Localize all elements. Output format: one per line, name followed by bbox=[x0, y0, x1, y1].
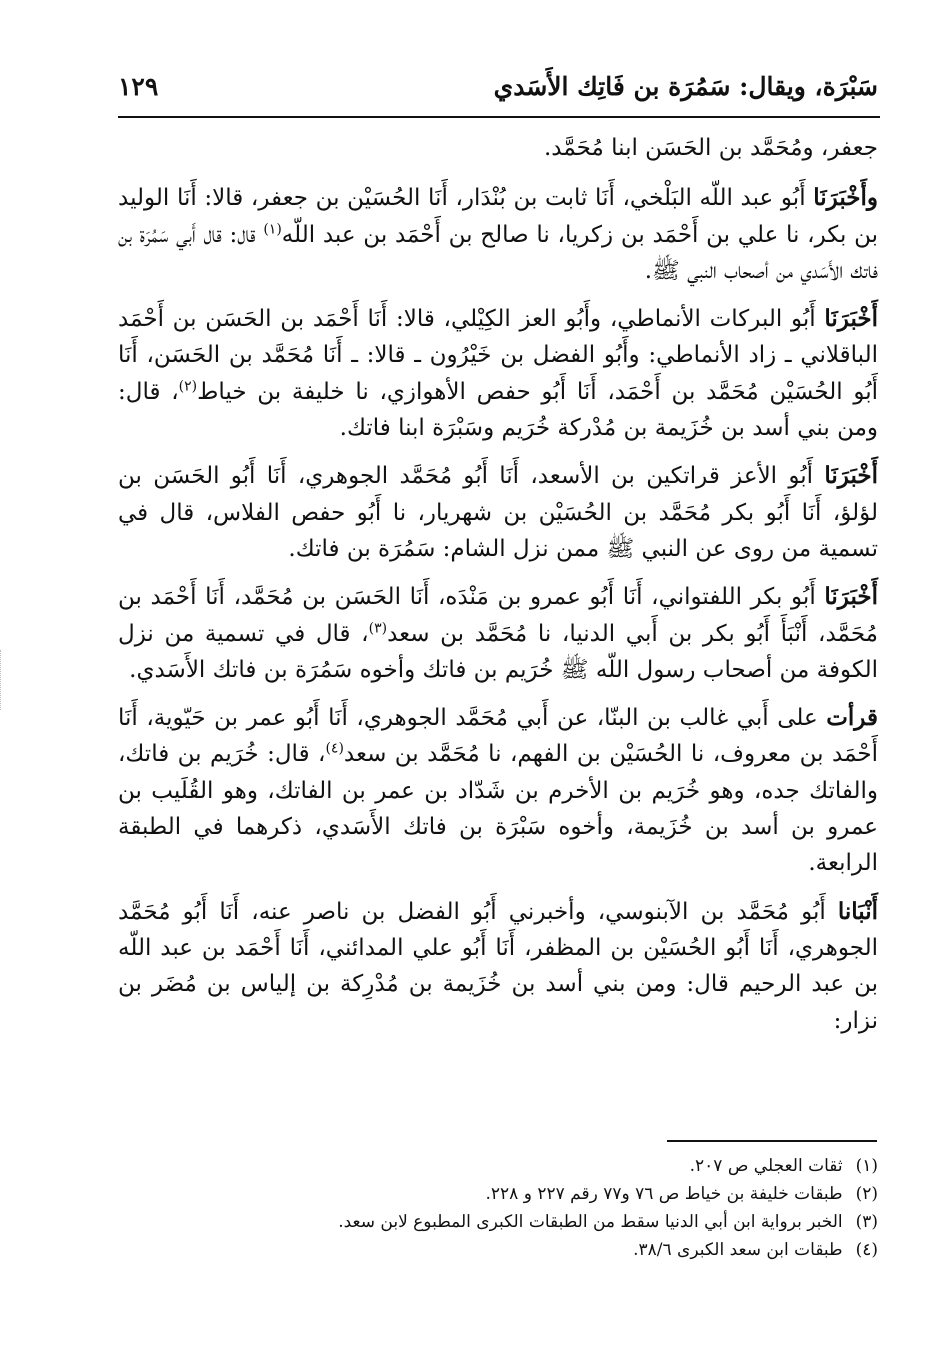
footnote-text: طبقات خليفة بن خياط ص ٧٦ و٧٧ رقم ٢٢٧ و ٢٢٨. bbox=[485, 1184, 843, 1204]
paragraph bbox=[118, 894, 878, 1039]
footnote-ref: (١) bbox=[263, 220, 282, 237]
footnote-text: ثقات العجلي ص ٢٠٧. bbox=[689, 1156, 843, 1176]
paragraph-text: على أَبي غالب بن البنّا، عن أَبي مُحَمَّد الجوهري، أَنَا أَبُو عمر بن حَيّوية، أَنَا أَحْمَد بن معروف، نا الحُسَيْن بن الفهم، نا مُحَمَّد بن سعد bbox=[118, 705, 878, 768]
header-title: سَبْرَة، ويقال: سَمُرَة بن فَاتِك الأَسَدي bbox=[493, 72, 878, 101]
margin-mark bbox=[0, 650, 41, 710]
footnote bbox=[118, 1180, 878, 1208]
paragraph-text: أَبُو الأعز قراتكين بن الأسعد، أَنَا أَبُو مُحَمَّد الجوهري، أَنَا أَبُو الحَسَن بن لؤلؤ، أَنَا أَبُو بكر مُحَمَّد بن الحُسَيْن بن شهريار، نا أَبُو حفص الفلاس، قال في تسمية من روى عن النبي ﷺ ممن نزل الشام: سَمُرَة بن فاتك. bbox=[118, 463, 878, 562]
paragraph-tail: ، قال: ومن بني أسد بن خُزَيمة بن مُدْركة خُرَيم وسَبْرَة ابنا فاتك. bbox=[118, 378, 878, 442]
paragraph bbox=[118, 579, 878, 688]
paragraph-tail: ، قال: خُرَيم بن فاتك، والفاتك جده، وهو خُرَيم بن الأخرم بن شَدّاد بن عمر بن الفاتك، وهو القُلَيب بن عمرو بن أسد بن خُزَيمة، وأخوه سَبْرَة بن فاتك الأَسَدي، ذكرهما في الطبقة الرابعة. bbox=[118, 741, 878, 877]
running-header bbox=[118, 72, 878, 112]
paragraph-lead: أَخْبَرَنَا bbox=[824, 583, 878, 611]
paragraph-text: أَبُو عبد اللّه البَلْخي، أَنَا ثابت بن بُنْدَار، أَنَا الحُسَيْن بن جعفر، قالا: أَنَا الوليد بن بكر، نا علي بن أَحْمَد بن زكريا، نا صالح بن أَحْمَد بن عبد اللّه bbox=[118, 185, 879, 248]
paragraph-lead: أَخْبَرَنَا bbox=[824, 305, 878, 333]
footnote-number: (١) bbox=[855, 1156, 878, 1176]
paragraph bbox=[118, 700, 878, 881]
paragraph-tail: ، قال في تسمية من نزل الكوفة من أصحاب رسول اللّه ﷺ خُرَيم بن فاتك وأخوه سَمُرَة بن فاتك الأَسَدي. bbox=[118, 620, 878, 683]
paragraph bbox=[118, 130, 878, 166]
header-divider bbox=[118, 116, 880, 118]
footnote bbox=[118, 1152, 878, 1180]
footnote-ref: (٢) bbox=[178, 378, 198, 395]
footnote bbox=[118, 1236, 878, 1264]
paragraph-text: أَبُو بكر اللفتواني، أَنَا أَبُو عمرو بن مَنْدَه، أَنَا الحَسَن بن مُحَمَّد، أَنَا أَحْمَد بن مُحَمَّد، أَنْبَأَ أَبُو بكر بن أَبي الدنيا، نا مُحَمَّد بن سعد bbox=[118, 584, 879, 647]
paragraph-text: جعفر، ومُحَمَّد بن الحَسَن ابنا مُحَمَّد. bbox=[543, 135, 878, 161]
footnote-ref: (٣) bbox=[368, 619, 388, 636]
paragraph-lead: أَنْبَانا bbox=[837, 897, 878, 925]
footnote bbox=[118, 1208, 878, 1236]
footnote-text: طبقات ابن سعد الكبرى ٣٨/٦. bbox=[633, 1240, 843, 1260]
footnote-text: الخبر برواية ابن أبي الدنيا سقط من الطبقات الكبرى المطبوع لابن سعد. bbox=[338, 1212, 843, 1232]
main-text bbox=[118, 130, 878, 1051]
paragraph bbox=[118, 180, 878, 289]
paragraph-text: أَبُو البركات الأنماطي، وأَبُو العز الكِيْلي، قالا: أَنَا أَحْمَد بن الحَسَن بن أَحْمَد الباقلاني ـ زاد الأنماطي: وأَبُو الفضل بن خَيْرُون ـ قالا: ـ أَنَا مُحَمَّد بن الحَسَن، أَنَا أَبُو الحُسَيْن مُحَمَّد بن أَحْمَد، أَنَا أَبُو حفص الأهوازي، نا خليفة بن خياط bbox=[118, 306, 879, 405]
paragraph-tail: قال: قال أَبي سَمُرَة بن فاتك الأَسَدي من أصحاب النبي ﷺ. bbox=[118, 221, 878, 284]
footnote-number: (٣) bbox=[855, 1212, 878, 1232]
footnote-divider bbox=[667, 1140, 877, 1142]
footnote-number: (٢) bbox=[855, 1184, 878, 1204]
paragraph-text: أَبُو مُحَمَّد بن الآبنوسي، وأخبرني أَبُو الفضل بن ناصر عنه، أَنَا أَبُو مُحَمَّد الجوهري، أَنَا أَبُو الحُسَيْن بن المظفر، أَنَا أَبُو علي المدائني، أَنَا أَحْمَد بن عبد اللّه بن عبد الرحيم قال: ومن بني أسد بن خُزَيمة بن مُدْرِكة بن إلياس بن مُضَر بن نزار: bbox=[118, 898, 878, 1034]
footnote-number: (٤) bbox=[855, 1240, 878, 1260]
footnote-ref: (٤) bbox=[325, 740, 344, 757]
paragraph bbox=[118, 458, 878, 567]
page-number: ١٢٩ bbox=[118, 72, 159, 101]
footnotes bbox=[118, 1152, 878, 1264]
paragraph-lead: قرأت bbox=[826, 704, 878, 732]
paragraph-lead: أَخْبَرَنَا bbox=[824, 462, 878, 490]
paragraph-lead: وأَخْبَرَنَا bbox=[813, 184, 878, 212]
paragraph bbox=[118, 301, 878, 446]
